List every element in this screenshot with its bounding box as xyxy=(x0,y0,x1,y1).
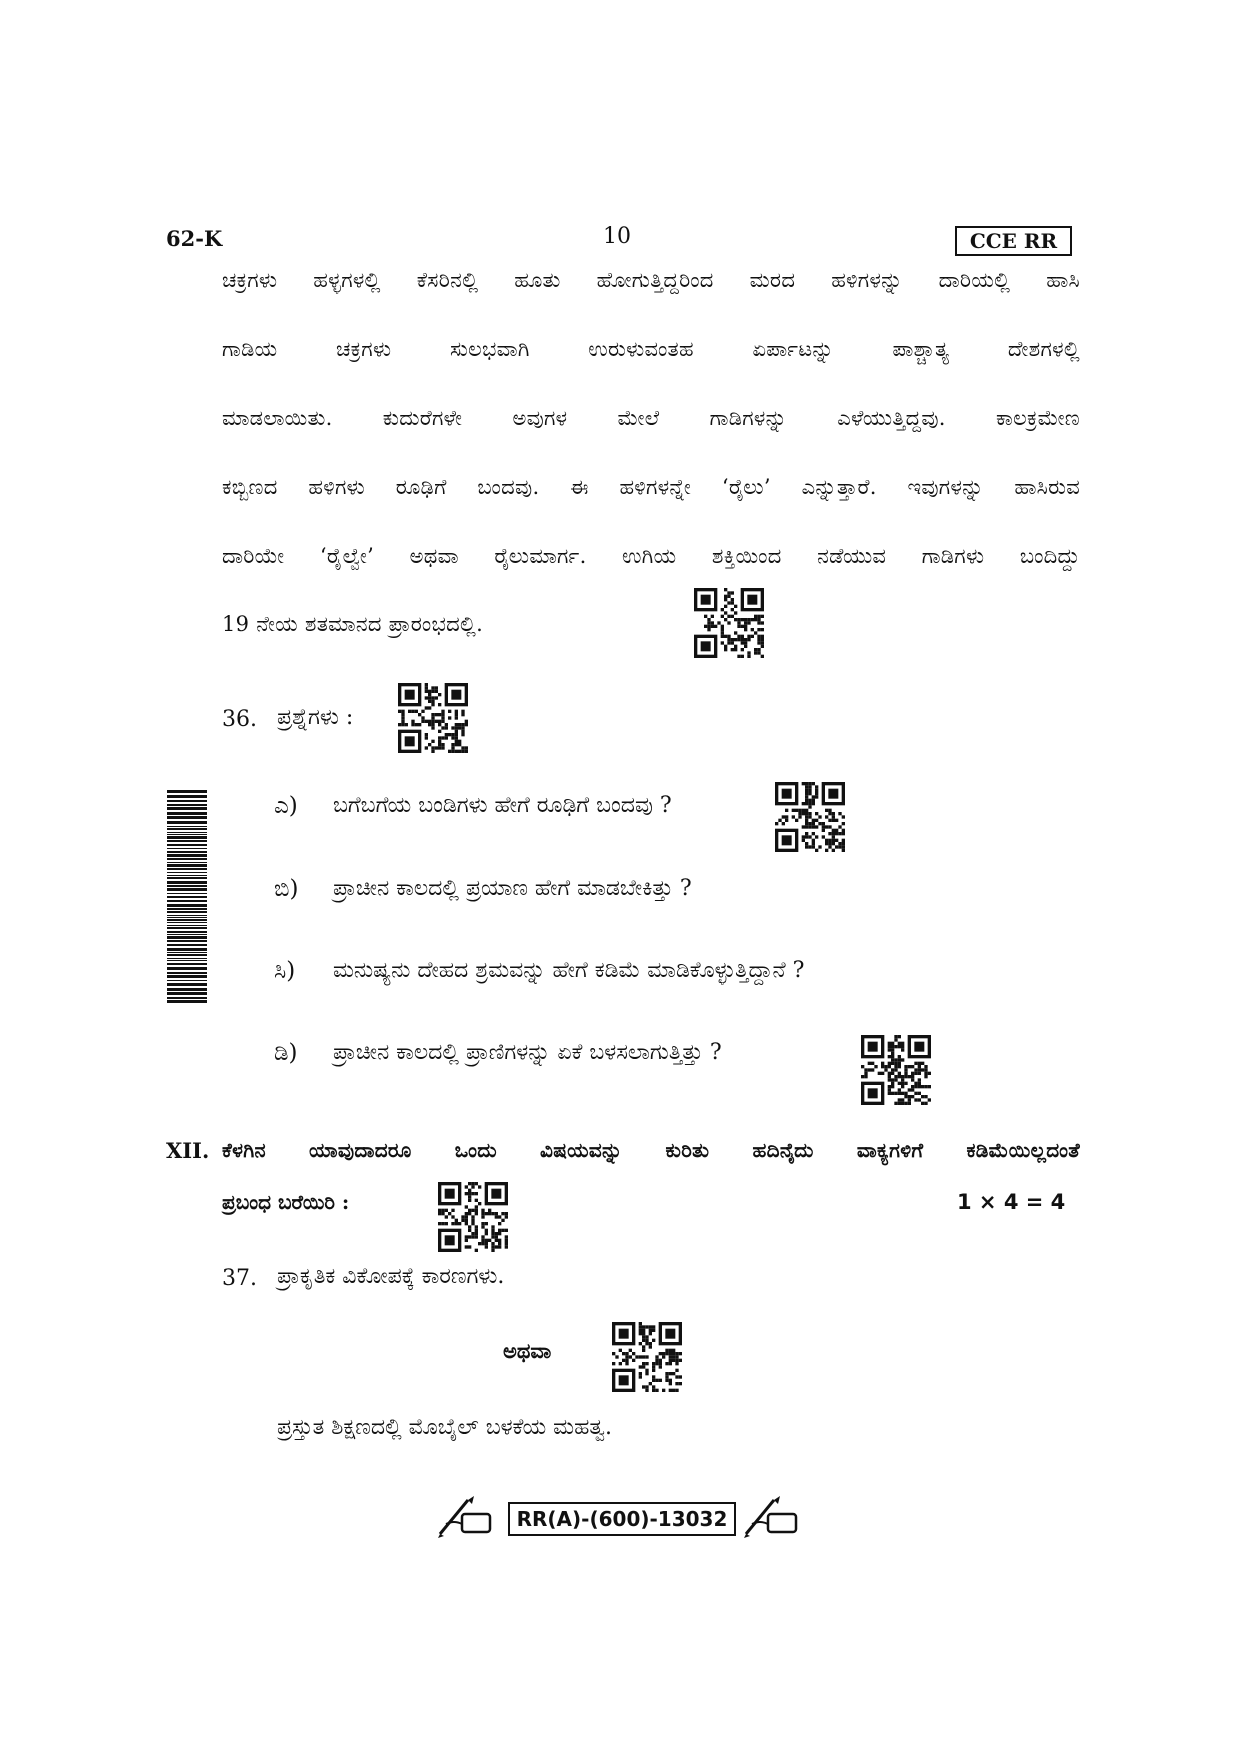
qr-code-icon[interactable] xyxy=(694,588,764,658)
sub-question-label: ಎ) xyxy=(274,793,298,819)
question-title: ಪ್ರಶ್ನೆಗಳು : xyxy=(277,705,354,730)
footer-code-badge: RR(A)-(600)-13032 xyxy=(508,1502,736,1536)
barcode-icon xyxy=(167,790,207,1005)
sub-question-text: ಬಗೆಬಗೆಯ ಬಂಡಿಗಳು ಹೇಗೆ ರೂಢಿಗೆ ಬಂದವು ? xyxy=(333,793,672,818)
exam-code-badge: CCE RR xyxy=(955,226,1072,256)
passage-line: ಮಾಡಲಾಯಿತು. ಕುದುರೆಗಳೇ ಅವುಗಳ ಮೇಲೆ ಗಾಡಿಗಳನ್ನು ಎಳೆಯುತ್ತಿದ್ದವು. ಕಾಲಕ್ರಮೇಣ xyxy=(222,406,1080,430)
pen-hand-icon xyxy=(436,1494,494,1538)
passage-line: ಚಕ್ರಗಳು ಹಳ್ಳಗಳಲ್ಲಿ ಕೆಸರಿನಲ್ಲಿ ಹೂತು ಹೋಗುತ್ತಿದ್ದರಿಂದ ಮರದ ಹಳಿಗಳನ್ನು ದಾರಿಯಲ್ಲಿ ಹಾಸಿ xyxy=(222,268,1080,292)
essay-topic-b: ಪ್ರಸ್ತುತ ಶಿಕ್ಷಣದಲ್ಲಿ ಮೊಬೈಲ್ ಬಳಕೆಯ ಮಹತ್ವ. xyxy=(277,1415,612,1440)
sub-question-text: ಮನುಷ್ಯನು ದೇಹದ ಶ್ರಮವನ್ನು ಹೇಗೆ ಕಡಿಮೆ ಮಾಡಿಕೊಳ್ಳುತ್ತಿದ್ದಾನೆ ? xyxy=(333,958,805,983)
pen-hand-icon xyxy=(742,1494,800,1538)
qr-code-icon[interactable] xyxy=(861,1035,931,1105)
passage-line: ಗಾಡಿಯ ಚಕ್ರಗಳು ಸುಲಭವಾಗಿ ಉರುಳುವಂತಹ ಏರ್ಪಾಟನ್ನು ಪಾಶ್ಚಾತ್ಯ ದೇಶಗಳಲ್ಲಿ xyxy=(222,337,1080,361)
sub-question-label: ಡಿ) xyxy=(274,1040,298,1066)
or-label: ಅಥವಾ xyxy=(503,1338,552,1363)
essay-topic-a: ಪ್ರಾಕೃತಿಕ ವಿಕೋಪಕ್ಕೆ ಕಾರಣಗಳು. xyxy=(277,1264,505,1289)
qr-code-icon[interactable] xyxy=(775,782,845,852)
sub-question-text: ಪ್ರಾಚೀನ ಕಾಲದಲ್ಲಿ ಪ್ರಾಣಿಗಳನ್ನು ಏಕೆ ಬಳಸಲಾಗುತ್ತಿತ್ತು ? xyxy=(333,1040,722,1065)
qr-code-icon[interactable] xyxy=(612,1322,682,1392)
qr-code-icon[interactable] xyxy=(398,683,468,753)
sub-question-label: ಬಿ) xyxy=(274,876,299,902)
paper-code: 62-K xyxy=(166,226,223,251)
marks-label: 1 × 4 = 4 xyxy=(957,1190,1066,1214)
question-number: 36. xyxy=(222,707,257,732)
section-number: XII. xyxy=(166,1138,210,1163)
section-instruction: ಪ್ರಬಂಧ ಬರೆಯಿರಿ : xyxy=(222,1190,350,1214)
passage-line: 19 ನೇಯ ಶತಮಾನದ ಪ್ರಾರಂಭದಲ್ಲಿ. xyxy=(222,612,484,636)
sub-question-label: ಸಿ) xyxy=(274,958,296,984)
qr-code-icon[interactable] xyxy=(438,1182,508,1252)
page-number: 10 xyxy=(603,224,631,249)
sub-question-text: ಪ್ರಾಚೀನ ಕಾಲದಲ್ಲಿ ಪ್ರಯಾಣ ಹೇಗೆ ಮಾಡಬೇಕಿತ್ತು ? xyxy=(333,876,692,901)
question-number: 37. xyxy=(222,1266,257,1291)
passage-line: ದಾರಿಯೇ ‘ರೈಲ್ವೇ’ ಅಥವಾ ರೈಲುಮಾರ್ಗ. ಉಗಿಯ ಶಕ್ತಿಯಿಂದ ನಡೆಯುವ ಗಾಡಿಗಳು ಬಂದಿದ್ದು xyxy=(222,544,1080,568)
section-instruction: ಕೆಳಗಿನ ಯಾವುದಾದರೂ ಒಂದು ವಿಷಯವನ್ನು ಕುರಿತು ಹದಿನೈದು ವಾಕ್ಯಗಳಿಗೆ ಕಡಿಮೆಯಿಲ್ಲದಂತೆ xyxy=(222,1138,1080,1162)
passage-line: ಕಬ್ಬಿಣದ ಹಳಿಗಳು ರೂಢಿಗೆ ಬಂದವು. ಈ ಹಳಿಗಳನ್ನೇ ‘ರೈಲು’ ಎನ್ನುತ್ತಾರೆ. ಇವುಗಳನ್ನು ಹಾಸಿರುವ xyxy=(222,475,1080,499)
